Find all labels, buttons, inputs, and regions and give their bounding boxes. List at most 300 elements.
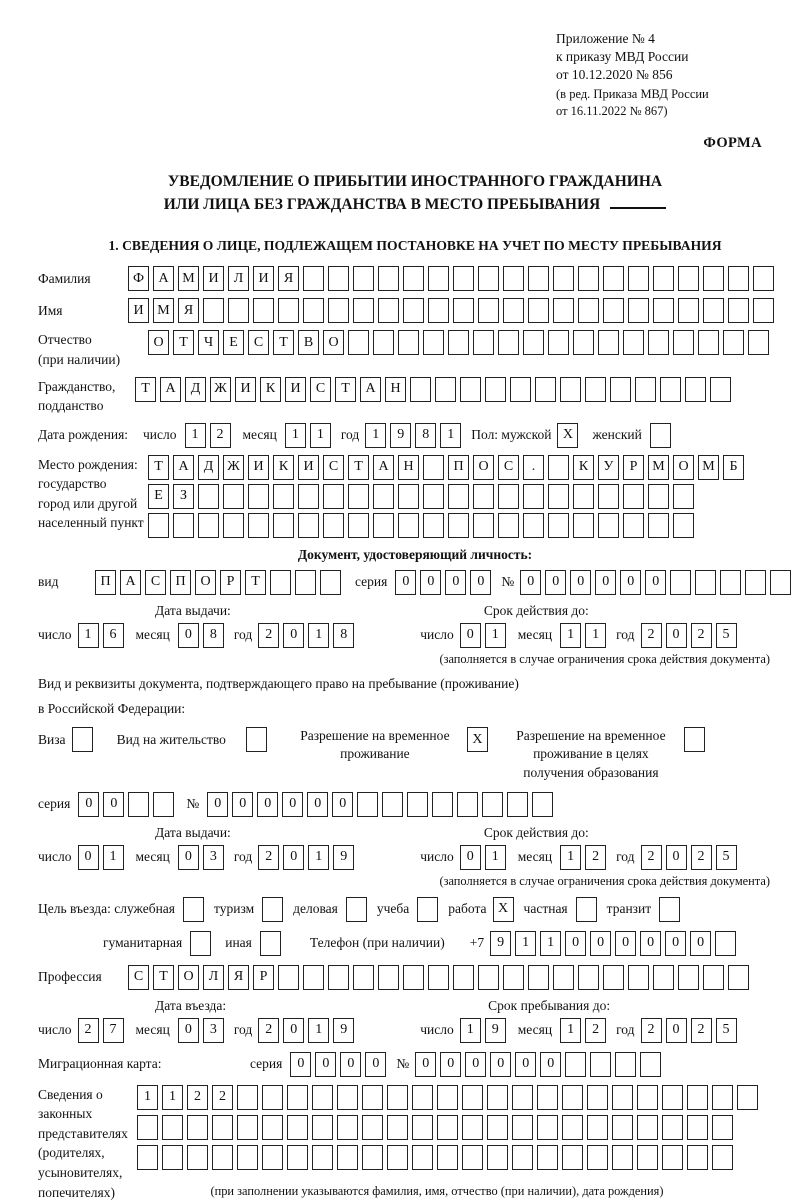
- char-cell[interactable]: [553, 266, 574, 291]
- char-cell[interactable]: [273, 513, 294, 538]
- char-cell[interactable]: [378, 298, 399, 323]
- char-cell[interactable]: [562, 1115, 583, 1140]
- char-cell[interactable]: Т: [335, 377, 356, 402]
- char-cell[interactable]: [587, 1085, 608, 1110]
- char-cell[interactable]: [590, 1052, 611, 1077]
- char-cell[interactable]: 0: [595, 570, 616, 595]
- char-cell[interactable]: [650, 423, 671, 448]
- char-cell[interactable]: [712, 1085, 733, 1110]
- char-cell[interactable]: 1: [185, 423, 206, 448]
- char-cell[interactable]: [695, 570, 716, 595]
- char-cell[interactable]: [362, 1145, 383, 1170]
- char-cell[interactable]: 9: [390, 423, 411, 448]
- char-cell[interactable]: [328, 266, 349, 291]
- char-cell[interactable]: [498, 484, 519, 509]
- char-cell[interactable]: [423, 455, 444, 480]
- char-cell[interactable]: 0: [290, 1052, 311, 1077]
- char-cell[interactable]: [578, 266, 599, 291]
- char-cell[interactable]: [203, 298, 224, 323]
- char-cell[interactable]: [573, 484, 594, 509]
- char-cell[interactable]: А: [160, 377, 181, 402]
- char-cell[interactable]: [303, 965, 324, 990]
- char-cell[interactable]: [348, 484, 369, 509]
- char-cell[interactable]: С: [128, 965, 149, 990]
- char-cell[interactable]: [640, 1052, 661, 1077]
- char-cell[interactable]: [246, 727, 267, 752]
- char-cell[interactable]: [610, 377, 631, 402]
- char-cell[interactable]: [623, 330, 644, 355]
- char-cell[interactable]: 2: [210, 423, 231, 448]
- char-cell[interactable]: 0: [515, 1052, 536, 1077]
- char-cell[interactable]: [323, 484, 344, 509]
- char-cell[interactable]: 0: [178, 845, 199, 870]
- char-cell[interactable]: [678, 965, 699, 990]
- char-cell[interactable]: [576, 897, 597, 922]
- char-cell[interactable]: [528, 266, 549, 291]
- char-cell[interactable]: [287, 1085, 308, 1110]
- char-cell[interactable]: 9: [485, 1018, 506, 1043]
- char-cell[interactable]: Ф: [128, 266, 149, 291]
- char-cell[interactable]: И: [235, 377, 256, 402]
- char-cell[interactable]: [728, 266, 749, 291]
- char-cell[interactable]: [260, 931, 281, 956]
- char-cell[interactable]: Я: [228, 965, 249, 990]
- char-cell[interactable]: [348, 330, 369, 355]
- char-cell[interactable]: [403, 266, 424, 291]
- char-cell[interactable]: 1: [460, 1018, 481, 1043]
- char-cell[interactable]: 0: [232, 792, 253, 817]
- char-cell[interactable]: [295, 570, 316, 595]
- char-cell[interactable]: [453, 266, 474, 291]
- char-cell[interactable]: 1: [585, 623, 606, 648]
- char-cell[interactable]: [687, 1085, 708, 1110]
- char-cell[interactable]: [362, 1115, 383, 1140]
- char-cell[interactable]: 0: [445, 570, 466, 595]
- char-cell[interactable]: 1: [560, 845, 581, 870]
- char-cell[interactable]: 2: [641, 1018, 662, 1043]
- char-cell[interactable]: 1: [103, 845, 124, 870]
- char-cell[interactable]: [715, 931, 736, 956]
- char-cell[interactable]: [137, 1145, 158, 1170]
- char-cell[interactable]: [703, 965, 724, 990]
- char-cell[interactable]: [248, 513, 269, 538]
- char-cell[interactable]: [745, 570, 766, 595]
- char-cell[interactable]: [462, 1115, 483, 1140]
- char-cell[interactable]: [678, 266, 699, 291]
- char-cell[interactable]: [183, 897, 204, 922]
- char-cell[interactable]: [312, 1085, 333, 1110]
- char-cell[interactable]: [487, 1085, 508, 1110]
- char-cell[interactable]: И: [298, 455, 319, 480]
- char-cell[interactable]: [685, 377, 706, 402]
- char-cell[interactable]: 0: [470, 570, 491, 595]
- char-cell[interactable]: [373, 330, 394, 355]
- char-cell[interactable]: [615, 1052, 636, 1077]
- char-cell[interactable]: 1: [485, 845, 506, 870]
- char-cell[interactable]: [262, 1145, 283, 1170]
- char-cell[interactable]: [298, 513, 319, 538]
- char-cell[interactable]: [428, 266, 449, 291]
- char-cell[interactable]: А: [173, 455, 194, 480]
- char-cell[interactable]: [637, 1145, 658, 1170]
- char-cell[interactable]: Т: [153, 965, 174, 990]
- char-cell[interactable]: [573, 513, 594, 538]
- char-cell[interactable]: 8: [415, 423, 436, 448]
- char-cell[interactable]: 0: [340, 1052, 361, 1077]
- char-cell[interactable]: [603, 298, 624, 323]
- char-cell[interactable]: [512, 1115, 533, 1140]
- char-cell[interactable]: 5: [716, 1018, 737, 1043]
- char-cell[interactable]: [635, 377, 656, 402]
- char-cell[interactable]: 2: [78, 1018, 99, 1043]
- char-cell[interactable]: 1: [308, 1018, 329, 1043]
- char-cell[interactable]: [278, 298, 299, 323]
- char-cell[interactable]: 0: [666, 1018, 687, 1043]
- char-cell[interactable]: З: [173, 484, 194, 509]
- char-cell[interactable]: [403, 298, 424, 323]
- char-cell[interactable]: [432, 792, 453, 817]
- char-cell[interactable]: 0: [666, 623, 687, 648]
- char-cell[interactable]: О: [178, 965, 199, 990]
- char-cell[interactable]: Л: [203, 965, 224, 990]
- char-cell[interactable]: [337, 1115, 358, 1140]
- char-cell[interactable]: [328, 965, 349, 990]
- char-cell[interactable]: [662, 1145, 683, 1170]
- char-cell[interactable]: [523, 484, 544, 509]
- char-cell[interactable]: 2: [691, 623, 712, 648]
- char-cell[interactable]: Б: [723, 455, 744, 480]
- char-cell[interactable]: О: [323, 330, 344, 355]
- char-cell[interactable]: [585, 377, 606, 402]
- char-cell[interactable]: [237, 1115, 258, 1140]
- char-cell[interactable]: Р: [623, 455, 644, 480]
- char-cell[interactable]: О: [148, 330, 169, 355]
- char-cell[interactable]: [398, 484, 419, 509]
- char-cell[interactable]: [437, 1145, 458, 1170]
- char-cell[interactable]: 0: [283, 623, 304, 648]
- char-cell[interactable]: [323, 513, 344, 538]
- char-cell[interactable]: [423, 330, 444, 355]
- char-cell[interactable]: Д: [198, 455, 219, 480]
- char-cell[interactable]: [428, 965, 449, 990]
- char-cell[interactable]: [628, 266, 649, 291]
- char-cell[interactable]: [212, 1145, 233, 1170]
- char-cell[interactable]: [473, 484, 494, 509]
- char-cell[interactable]: [710, 377, 731, 402]
- char-cell[interactable]: [353, 298, 374, 323]
- char-cell[interactable]: [548, 484, 569, 509]
- char-cell[interactable]: [659, 897, 680, 922]
- char-cell[interactable]: [312, 1145, 333, 1170]
- char-cell[interactable]: [578, 965, 599, 990]
- char-cell[interactable]: [353, 965, 374, 990]
- char-cell[interactable]: О: [195, 570, 216, 595]
- char-cell[interactable]: [387, 1085, 408, 1110]
- char-cell[interactable]: [698, 330, 719, 355]
- char-cell[interactable]: [248, 484, 269, 509]
- char-cell[interactable]: [398, 513, 419, 538]
- char-cell[interactable]: 0: [315, 1052, 336, 1077]
- char-cell[interactable]: [562, 1145, 583, 1170]
- char-cell[interactable]: [673, 484, 694, 509]
- char-cell[interactable]: 0: [490, 1052, 511, 1077]
- char-cell[interactable]: С: [310, 377, 331, 402]
- char-cell[interactable]: [320, 570, 341, 595]
- char-cell[interactable]: 2: [258, 1018, 279, 1043]
- char-cell[interactable]: 0: [178, 1018, 199, 1043]
- char-cell[interactable]: М: [178, 266, 199, 291]
- char-cell[interactable]: [362, 1085, 383, 1110]
- char-cell[interactable]: [560, 377, 581, 402]
- char-cell[interactable]: К: [260, 377, 281, 402]
- char-cell[interactable]: [498, 330, 519, 355]
- char-cell[interactable]: 2: [258, 845, 279, 870]
- char-cell[interactable]: 0: [645, 570, 666, 595]
- char-cell[interactable]: М: [153, 298, 174, 323]
- char-cell[interactable]: И: [128, 298, 149, 323]
- char-cell[interactable]: [273, 484, 294, 509]
- char-cell[interactable]: [223, 513, 244, 538]
- char-cell[interactable]: П: [448, 455, 469, 480]
- char-cell[interactable]: [687, 1145, 708, 1170]
- char-cell[interactable]: [512, 1085, 533, 1110]
- char-cell[interactable]: [587, 1145, 608, 1170]
- char-cell[interactable]: [537, 1145, 558, 1170]
- char-cell[interactable]: И: [253, 266, 274, 291]
- char-cell[interactable]: [653, 298, 674, 323]
- char-cell[interactable]: [462, 1085, 483, 1110]
- char-cell[interactable]: 9: [333, 1018, 354, 1043]
- char-cell[interactable]: [237, 1145, 258, 1170]
- char-cell[interactable]: [553, 965, 574, 990]
- char-cell[interactable]: [237, 1085, 258, 1110]
- char-cell[interactable]: X: [493, 897, 514, 922]
- char-cell[interactable]: [348, 513, 369, 538]
- char-cell[interactable]: [198, 484, 219, 509]
- char-cell[interactable]: Т: [135, 377, 156, 402]
- char-cell[interactable]: [562, 1085, 583, 1110]
- char-cell[interactable]: [428, 298, 449, 323]
- char-cell[interactable]: [770, 570, 791, 595]
- char-cell[interactable]: [728, 298, 749, 323]
- char-cell[interactable]: 0: [103, 792, 124, 817]
- char-cell[interactable]: 5: [716, 845, 737, 870]
- char-cell[interactable]: У: [598, 455, 619, 480]
- char-cell[interactable]: [737, 1085, 758, 1110]
- char-cell[interactable]: С: [498, 455, 519, 480]
- char-cell[interactable]: [753, 298, 774, 323]
- char-cell[interactable]: 0: [415, 1052, 436, 1077]
- char-cell[interactable]: [512, 1145, 533, 1170]
- char-cell[interactable]: [573, 330, 594, 355]
- char-cell[interactable]: [346, 897, 367, 922]
- char-cell[interactable]: 1: [515, 931, 536, 956]
- char-cell[interactable]: А: [153, 266, 174, 291]
- char-cell[interactable]: 2: [258, 623, 279, 648]
- char-cell[interactable]: [423, 513, 444, 538]
- char-cell[interactable]: [503, 298, 524, 323]
- char-cell[interactable]: [373, 484, 394, 509]
- char-cell[interactable]: [287, 1145, 308, 1170]
- char-cell[interactable]: [623, 513, 644, 538]
- char-cell[interactable]: [687, 1115, 708, 1140]
- char-cell[interactable]: 0: [283, 1018, 304, 1043]
- char-cell[interactable]: [598, 513, 619, 538]
- char-cell[interactable]: [412, 1085, 433, 1110]
- char-cell[interactable]: О: [473, 455, 494, 480]
- char-cell[interactable]: [603, 965, 624, 990]
- char-cell[interactable]: [748, 330, 769, 355]
- char-cell[interactable]: 1: [285, 423, 306, 448]
- char-cell[interactable]: [253, 298, 274, 323]
- char-cell[interactable]: [262, 897, 283, 922]
- char-cell[interactable]: Е: [223, 330, 244, 355]
- char-cell[interactable]: [678, 298, 699, 323]
- char-cell[interactable]: [648, 484, 669, 509]
- char-cell[interactable]: [535, 377, 556, 402]
- char-cell[interactable]: 1: [540, 931, 561, 956]
- char-cell[interactable]: Ч: [198, 330, 219, 355]
- char-cell[interactable]: [628, 298, 649, 323]
- char-cell[interactable]: [637, 1115, 658, 1140]
- char-cell[interactable]: Ж: [223, 455, 244, 480]
- char-cell[interactable]: [723, 330, 744, 355]
- char-cell[interactable]: [460, 377, 481, 402]
- char-cell[interactable]: [523, 330, 544, 355]
- char-cell[interactable]: 3: [203, 1018, 224, 1043]
- char-cell[interactable]: [410, 377, 431, 402]
- char-cell[interactable]: [262, 1085, 283, 1110]
- char-cell[interactable]: [598, 484, 619, 509]
- char-cell[interactable]: [537, 1115, 558, 1140]
- char-cell[interactable]: М: [698, 455, 719, 480]
- char-cell[interactable]: И: [285, 377, 306, 402]
- char-cell[interactable]: [448, 484, 469, 509]
- char-cell[interactable]: 5: [716, 623, 737, 648]
- char-cell[interactable]: 1: [310, 423, 331, 448]
- char-cell[interactable]: 2: [641, 623, 662, 648]
- char-cell[interactable]: [412, 1145, 433, 1170]
- char-cell[interactable]: [337, 1145, 358, 1170]
- char-cell[interactable]: [537, 1085, 558, 1110]
- char-cell[interactable]: [612, 1145, 633, 1170]
- char-cell[interactable]: [523, 513, 544, 538]
- char-cell[interactable]: 1: [560, 1018, 581, 1043]
- char-cell[interactable]: 0: [332, 792, 353, 817]
- char-cell[interactable]: 2: [585, 845, 606, 870]
- char-cell[interactable]: 0: [665, 931, 686, 956]
- char-cell[interactable]: [532, 792, 553, 817]
- char-cell[interactable]: [278, 965, 299, 990]
- char-cell[interactable]: [437, 1085, 458, 1110]
- char-cell[interactable]: [660, 377, 681, 402]
- char-cell[interactable]: [478, 965, 499, 990]
- char-cell[interactable]: 0: [283, 845, 304, 870]
- char-cell[interactable]: 0: [465, 1052, 486, 1077]
- char-cell[interactable]: 1: [560, 623, 581, 648]
- char-cell[interactable]: 0: [640, 931, 661, 956]
- char-cell[interactable]: [435, 377, 456, 402]
- char-cell[interactable]: [612, 1085, 633, 1110]
- char-cell[interactable]: Н: [398, 455, 419, 480]
- char-cell[interactable]: 6: [103, 623, 124, 648]
- char-cell[interactable]: [298, 484, 319, 509]
- char-cell[interactable]: [448, 513, 469, 538]
- char-cell[interactable]: [653, 965, 674, 990]
- char-cell[interactable]: И: [248, 455, 269, 480]
- char-cell[interactable]: 9: [333, 845, 354, 870]
- char-cell[interactable]: 1: [485, 623, 506, 648]
- char-cell[interactable]: [312, 1115, 333, 1140]
- char-cell[interactable]: [387, 1115, 408, 1140]
- char-cell[interactable]: Т: [245, 570, 266, 595]
- char-cell[interactable]: 0: [615, 931, 636, 956]
- char-cell[interactable]: [378, 965, 399, 990]
- char-cell[interactable]: [137, 1115, 158, 1140]
- char-cell[interactable]: 1: [78, 623, 99, 648]
- char-cell[interactable]: [653, 266, 674, 291]
- char-cell[interactable]: 0: [545, 570, 566, 595]
- char-cell[interactable]: [703, 298, 724, 323]
- char-cell[interactable]: 2: [585, 1018, 606, 1043]
- char-cell[interactable]: [287, 1115, 308, 1140]
- char-cell[interactable]: 0: [590, 931, 611, 956]
- char-cell[interactable]: 2: [187, 1085, 208, 1110]
- char-cell[interactable]: [423, 484, 444, 509]
- char-cell[interactable]: 0: [440, 1052, 461, 1077]
- char-cell[interactable]: Т: [273, 330, 294, 355]
- char-cell[interactable]: Я: [178, 298, 199, 323]
- char-cell[interactable]: [548, 513, 569, 538]
- char-cell[interactable]: [487, 1115, 508, 1140]
- char-cell[interactable]: 0: [207, 792, 228, 817]
- char-cell[interactable]: 0: [282, 792, 303, 817]
- char-cell[interactable]: 0: [178, 623, 199, 648]
- char-cell[interactable]: 1: [137, 1085, 158, 1110]
- char-cell[interactable]: [473, 330, 494, 355]
- char-cell[interactable]: 1: [162, 1085, 183, 1110]
- char-cell[interactable]: [587, 1115, 608, 1140]
- char-cell[interactable]: [623, 484, 644, 509]
- char-cell[interactable]: 0: [257, 792, 278, 817]
- char-cell[interactable]: [548, 330, 569, 355]
- char-cell[interactable]: [503, 266, 524, 291]
- char-cell[interactable]: К: [573, 455, 594, 480]
- char-cell[interactable]: Т: [348, 455, 369, 480]
- char-cell[interactable]: [398, 330, 419, 355]
- char-cell[interactable]: 2: [641, 845, 662, 870]
- char-cell[interactable]: К: [273, 455, 294, 480]
- char-cell[interactable]: [628, 965, 649, 990]
- char-cell[interactable]: 0: [78, 792, 99, 817]
- char-cell[interactable]: Я: [278, 266, 299, 291]
- char-cell[interactable]: 1: [365, 423, 386, 448]
- char-cell[interactable]: [453, 965, 474, 990]
- char-cell[interactable]: 0: [395, 570, 416, 595]
- char-cell[interactable]: [417, 897, 438, 922]
- char-cell[interactable]: [507, 792, 528, 817]
- char-cell[interactable]: П: [170, 570, 191, 595]
- char-cell[interactable]: 2: [691, 1018, 712, 1043]
- char-cell[interactable]: X: [467, 727, 488, 752]
- char-cell[interactable]: 0: [565, 931, 586, 956]
- char-cell[interactable]: [478, 298, 499, 323]
- char-cell[interactable]: [684, 727, 705, 752]
- char-cell[interactable]: 3: [203, 845, 224, 870]
- char-cell[interactable]: 9: [490, 931, 511, 956]
- char-cell[interactable]: 2: [691, 845, 712, 870]
- char-cell[interactable]: [662, 1085, 683, 1110]
